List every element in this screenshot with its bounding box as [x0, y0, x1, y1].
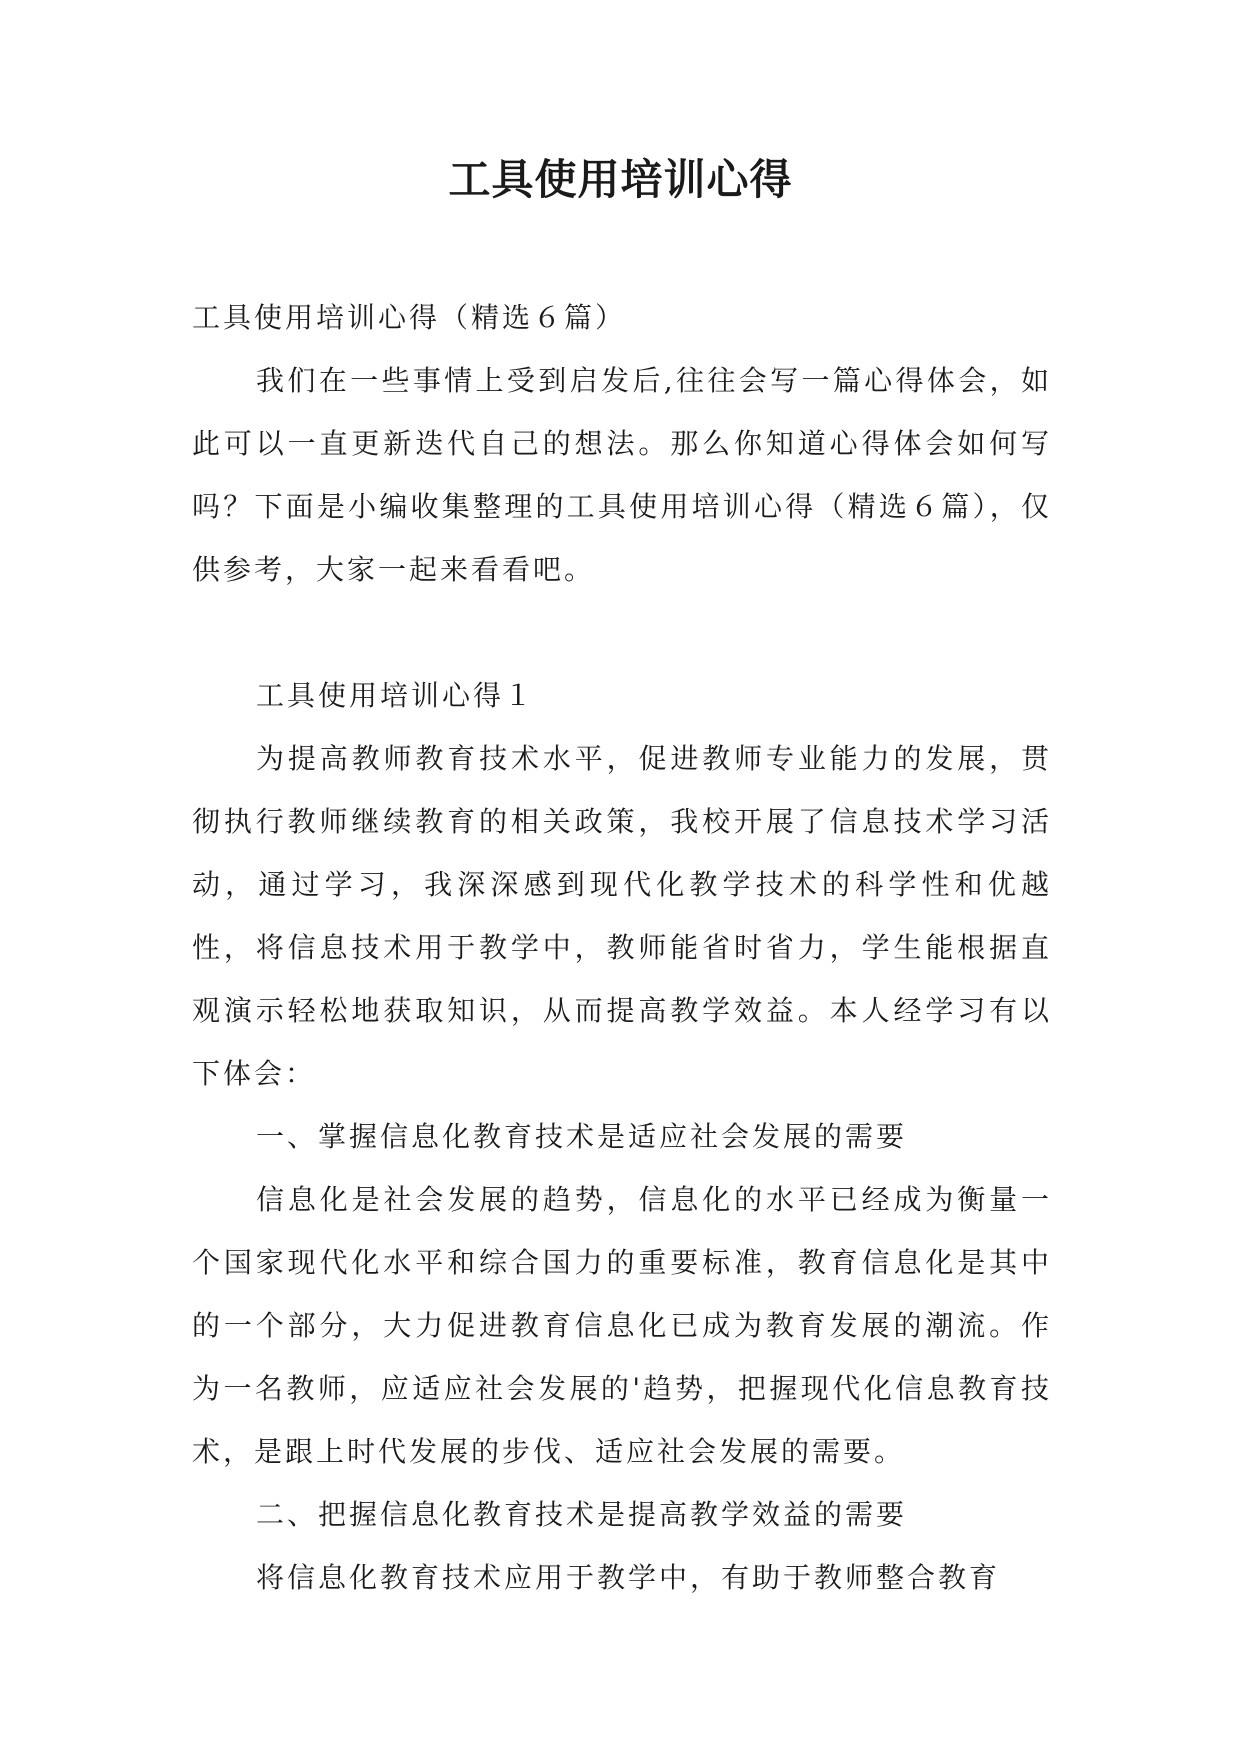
- document-subtitle: 工具使用培训心得（精选６篇）: [192, 301, 627, 334]
- intro-paragraph: 我们在一些事情上受到启发后,往往会写一篇心得体会，如此可以一直更新迭代自己的想法。那么你知道心得体会如何写吗？下面是小编收集整理的工具使用培训心得（精选６篇），仅供参考，大家一起来看看吧。: [192, 364, 1052, 586]
- body-paragraph: 信息化是社会发展的趋势，信息化的水平已经成为衡量一个国家现代化水平和综合国力的重要标准，教育信息化是其中的一个部分，大力促进教育信息化已成为教育发展的潮流。作为一名教师，应适应社会发展的'趋势，把握现代化信息教育技术，是跟上时代发展的步伐、适应社会发展的需要。: [192, 1183, 1052, 1468]
- section-heading: 工具使用培训心得１: [256, 679, 536, 712]
- body-paragraph: 将信息化教育技术应用于教学中，有助于教师整合教育: [256, 1561, 1001, 1594]
- body-paragraph: 为提高教师教育技术水平，促进教师专业能力的发展，贯彻执行教师继续教育的相关政策，我校开展了信息技术学习活动，通过学习，我深深感到现代化教学技术的科学性和优越性，将信息技术用于教学中，教师能省时省力，学生能根据直观演示轻松地获取知识，从而提高教学效益。本人经学习有以下体会：: [192, 742, 1052, 1090]
- subheading-2: 二、把握信息化教育技术是提高教学效益的需要: [256, 1498, 908, 1531]
- subheading-1: 一、掌握信息化教育技术是适应社会发展的需要: [256, 1120, 908, 1153]
- paragraph-spacer: [192, 601, 1052, 664]
- document-title: 工具使用培训心得: [448, 155, 793, 204]
- document-body: [192, 286, 1052, 1609]
